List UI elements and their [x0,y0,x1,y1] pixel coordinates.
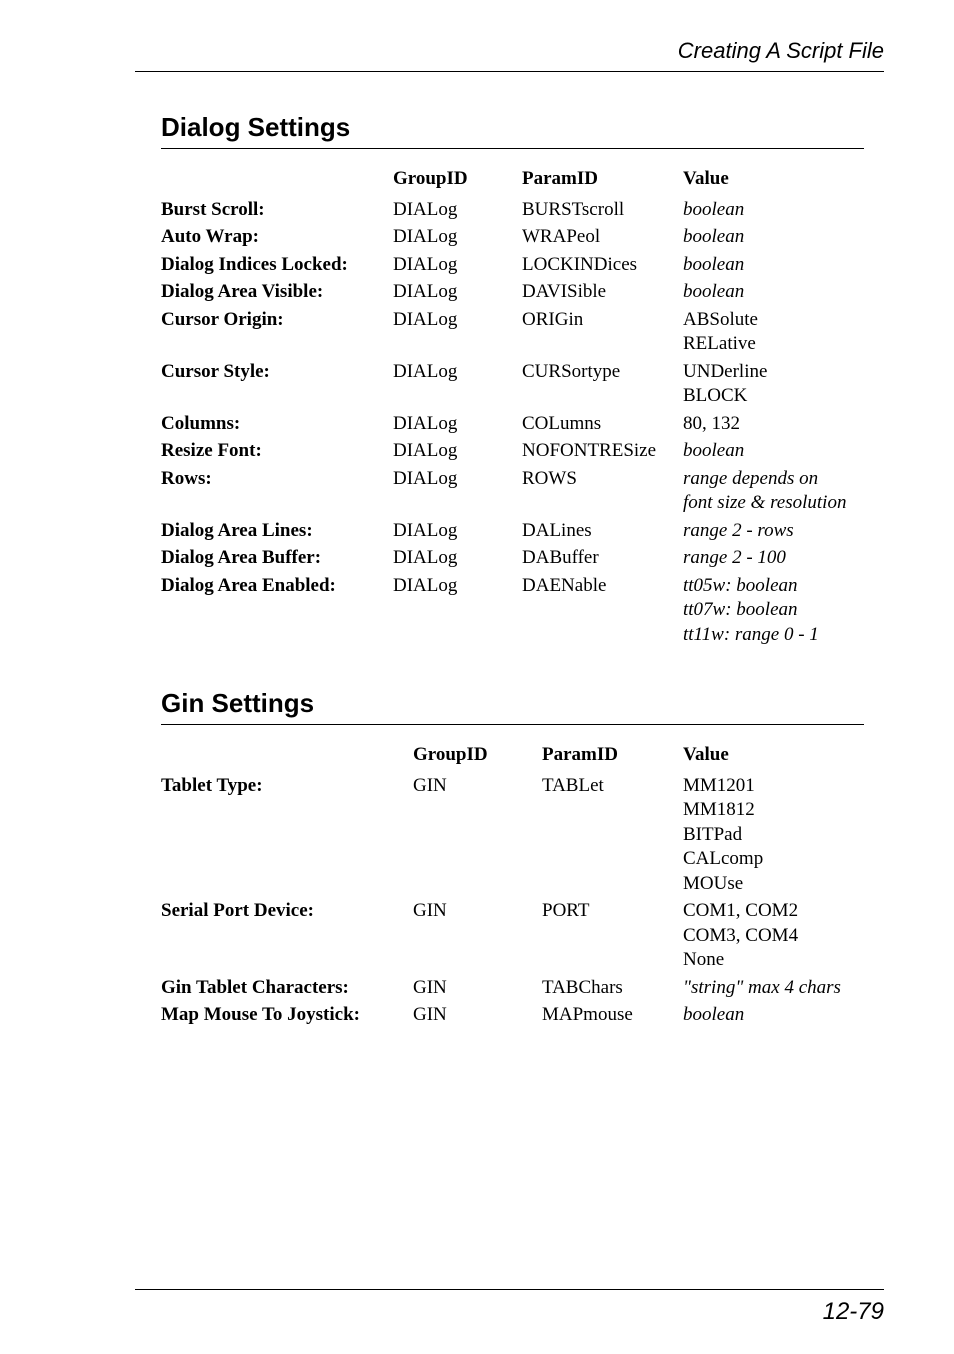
setting-label: Columns: [161,412,241,434]
table-row [161,1003,864,1031]
value-cell [683,225,864,253]
value-cell [683,280,864,308]
param-id-cell: MAPmouse [542,1004,633,1025]
table-row [161,467,864,519]
setting-label: Burst Scroll: [161,198,265,220]
value-cell [683,976,864,1004]
table-row [161,225,864,253]
table-header-row [161,743,864,774]
value-line: font size & resolution [683,492,847,513]
value-line: boolean [683,253,745,275]
table-row [161,198,864,226]
group-id-cell: DIALog [393,412,458,434]
value-line: boolean [683,281,745,302]
setting-label: Cursor Style: [161,360,270,382]
table-row [161,360,864,412]
value-cell [683,439,864,467]
dialog-settings-title: Dialog Settings [161,112,864,149]
value-line: boolean [683,440,745,461]
value-line: tt07w: boolean [683,599,798,620]
value-line: boolean [683,226,745,247]
param-id-cell: LOCKINDices [522,253,638,275]
value-line: boolean [683,1004,745,1025]
column-header-paramid: ParamID [542,744,618,765]
param-id-cell: DAVISible [522,281,607,302]
table-row [161,253,864,281]
setting-label: Rows: [161,467,212,489]
group-id-cell: GIN [413,1004,447,1025]
value-cell [683,774,864,900]
setting-label: Dialog Area Buffer: [161,547,322,568]
value-cell [683,308,864,360]
group-id-cell: DIALog [393,198,458,220]
value-cell [683,546,864,574]
value-line: MM1201 [683,774,755,796]
value-line: MOUse [683,872,744,894]
setting-label: Auto Wrap: [161,226,260,247]
value-line: range 2 - 100 [683,547,786,568]
page-number: 12-79 [822,1298,884,1325]
dialog-settings-rows [161,198,864,651]
table-row [161,280,864,308]
column-header-groupid: GroupID [393,168,468,189]
value-cell [683,360,864,412]
param-id-cell: ORIGin [522,308,584,330]
value-line: RELative [683,333,756,354]
value-line: BLOCK [683,385,748,406]
group-id-cell: GIN [413,900,447,921]
gin-settings-rows [161,774,864,1031]
table-row [161,439,864,467]
group-id-cell: DIALog [393,547,458,568]
value-line: 80, 132 [683,412,740,434]
value-line: ABSolute [683,308,758,330]
value-line: BITPad [683,823,743,845]
param-id-cell: ROWS [522,467,577,489]
group-id-cell: GIN [413,976,447,998]
setting-label: Resize Font: [161,440,262,461]
value-cell [683,412,864,440]
value-cell [683,1003,864,1031]
value-cell [683,899,864,976]
param-id-cell: DABuffer [522,547,599,568]
gin-settings-title: Gin Settings [161,688,864,725]
param-id-cell: PORT [542,900,590,921]
group-id-cell: DIALog [393,226,458,247]
setting-label: Dialog Area Lines: [161,519,313,541]
table-row [161,412,864,440]
table-row [161,774,864,900]
value-cell [683,574,864,651]
column-header-value: Value [683,744,729,765]
value-line: tt11w: range 0 - 1 [683,623,819,645]
param-id-cell: COLumns [522,412,602,434]
param-id-cell: TABChars [542,976,623,998]
group-id-cell: DIALog [393,360,458,382]
setting-label: Dialog Area Enabled: [161,574,336,596]
dialog-settings-section [161,112,864,650]
value-line: boolean [683,198,745,220]
table-row [161,574,864,651]
group-id-cell: DIALog [393,308,458,330]
value-cell [683,198,864,226]
value-line: "string" max 4 chars [683,976,841,998]
running-header-title: Creating A Script File [677,38,884,63]
setting-label: Dialog Area Visible: [161,281,324,302]
param-id-cell: NOFONTRESize [522,440,657,461]
dialog-settings-table [161,167,864,650]
value-cell [683,253,864,281]
table-row [161,976,864,1004]
table-header-row [161,167,864,198]
value-line: UNDerline [683,360,768,382]
table-row [161,899,864,976]
group-id-cell: DIALog [393,281,458,302]
param-id-cell: DALines [522,519,592,541]
param-id-cell: CURSortype [522,360,621,382]
table-row [161,308,864,360]
group-id-cell: DIALog [393,574,458,596]
table-row [161,519,864,547]
value-line: tt05w: boolean [683,574,798,596]
param-id-cell: BURSTscroll [522,198,625,220]
value-line: COM1, COM2 [683,900,799,921]
column-header-paramid: ParamID [522,168,598,189]
value-line: COM3, COM4 [683,924,799,946]
value-cell [683,467,864,519]
group-id-cell: GIN [413,774,447,796]
value-line: range 2 - rows [683,519,794,541]
column-header-label [161,743,413,774]
setting-label: Serial Port Device: [161,900,314,921]
param-id-cell: WRAPeol [522,226,601,247]
table-row [161,546,864,574]
group-id-cell: DIALog [393,467,458,489]
header-rule [135,71,884,72]
group-id-cell: DIALog [393,440,458,461]
param-id-cell: TABLet [542,774,604,796]
column-header-groupid: GroupID [413,744,488,765]
setting-label: Dialog Indices Locked: [161,253,348,275]
column-header-value: Value [683,168,729,189]
footer-rule [135,1289,884,1290]
group-id-cell: DIALog [393,519,458,541]
gin-settings-table [161,743,864,1031]
gin-settings-section [161,688,864,1031]
value-line: CALcomp [683,848,764,869]
column-header-label [161,167,393,198]
value-line: MM1812 [683,799,755,820]
setting-label: Gin Tablet Characters: [161,976,349,998]
setting-label: Tablet Type: [161,774,263,796]
value-cell [683,519,864,547]
setting-label: Map Mouse To Joystick: [161,1004,360,1025]
setting-label: Cursor Origin: [161,308,284,330]
param-id-cell: DAENable [522,574,607,596]
value-line: range depends on [683,467,819,489]
group-id-cell: DIALog [393,253,458,275]
value-line: None [683,949,725,970]
